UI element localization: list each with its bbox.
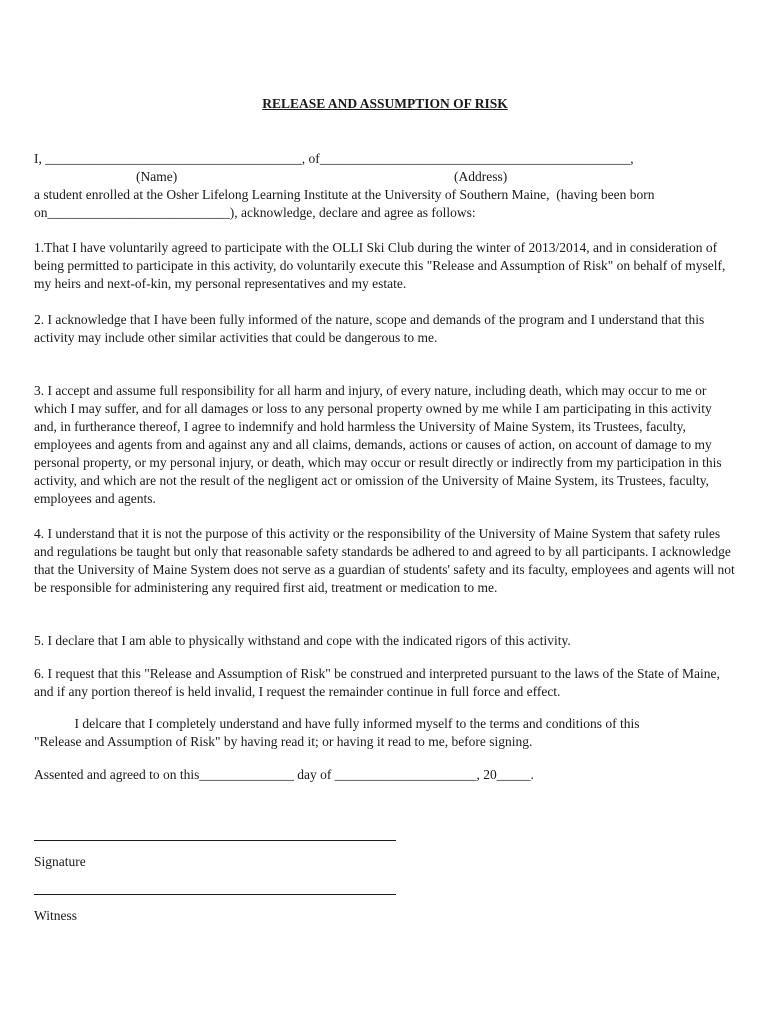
paragraph-4-text: 4. I understand that it is not the purpose of this activity or the responsibility of the University of Maine System that safety rules and regulations be taught but only that reasonable safety standards be adhered to and agreed to by all participants. I acknowledge that the University of Maine System does not serve as a guardian of students' safety and its faculty, employees and agents will not be responsible for administering any required first aid, treatment or medication to me. — [34, 526, 735, 595]
assent-line: Assented and agreed to on this______________ day of _____________________, 20_____. — [34, 767, 534, 782]
paragraph-1 — [34, 239, 737, 293]
intro-name-label: (Name) — [136, 169, 178, 184]
paragraph-6-text: 6. I request that this "Release and Assumption of Risk" be construed and interpreted pursuant to the laws of the State of Maine, and if any portion thereof is held invalid, I request the remainder continue in full force and effect. — [34, 666, 720, 699]
paragraph-6 — [34, 665, 737, 701]
paragraph-5 — [34, 632, 737, 650]
declaration-line-2: "Release and Assumption of Risk" by having read it; or having it read to me, before signing. — [34, 734, 533, 749]
witness-label: Witness — [34, 908, 77, 923]
paragraph-2 — [34, 311, 737, 347]
intro-address-label: (Address) — [454, 169, 508, 184]
declaration-line-1: I delcare that I completely understand and have fully informed myself to the terms and conditions of this — [34, 716, 640, 731]
paragraph-5-text: 5. I declare that I am able to physically withstand and cope with the indicated rigors of this activity. — [34, 633, 571, 648]
paragraph-2-text: 2. I acknowledge that I have been fully informed of the nature, scope and demands of the program and I understand that this activity may include other similar activities that could be dangerous to me. — [34, 312, 705, 345]
paragraph-1-text: 1.That I have voluntarily agreed to participate with the OLLI Ski Club during the winter of 2013/2014, and in consideration of being permitted to participate in this activity, do voluntarily execute this "Release and Assumption of Risk" on behalf of myself, my heirs and next-of-kin, my personal representatives and my estate. — [34, 240, 726, 291]
intro-student-line: a student enrolled at the Osher Lifelong Learning Institute at the University of Southern Maine, (having been born — [34, 187, 655, 202]
paragraph-3-text: 3. I accept and assume full responsibility for all harm and injury, of every nature, including death, which may occur to me or which I may suffer, and for all damages or loss to any personal property owned by me while I am participating in this activity and, in furtherance thereof, I agree to indemnify and hold harmless the University of Maine System, its Trustees, faculty, employees and agents from and against any and all claims, demands, actions or causes of action, on account of damage to my personal property, or my personal injury, or death, which may occur or result directly or indirectly from my participation in this activity, and which are not the result of the negligent act or omission of the University of Maine System, its Trustees, faculty, employees and agents. — [34, 383, 722, 506]
paragraph-3 — [34, 382, 737, 508]
signature-rule — [34, 840, 396, 841]
paragraph-4 — [34, 525, 737, 597]
document-title: RELEASE AND ASSUMPTION OF RISK — [262, 96, 508, 111]
intro-born-line: on___________________________), acknowledge, declare and agree as follows: — [34, 205, 476, 220]
witness-rule — [34, 894, 396, 895]
intro-name-address-line: I, ______________________________________, of______________________________________________, — [34, 151, 634, 166]
signature-label: Signature — [34, 854, 86, 869]
